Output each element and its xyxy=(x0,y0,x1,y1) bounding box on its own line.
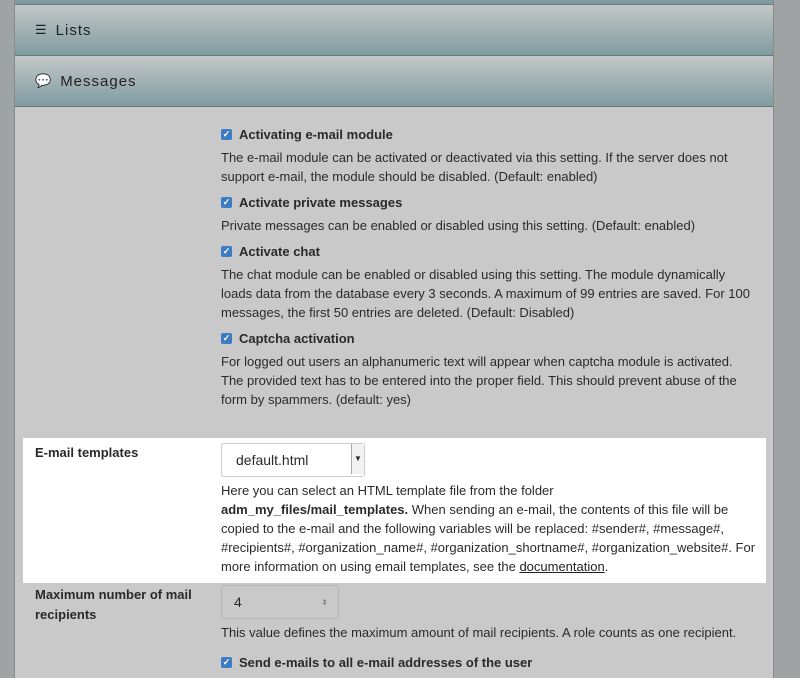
checkbox-label: Activate chat xyxy=(239,243,320,259)
help-text: For logged out users an alphanumeric text will appear when captcha module is activated. The provided text has to be entered into the proper field. This should prevent abuse of the form by spammers. (default: yes) xyxy=(221,354,737,407)
email-template-select[interactable] xyxy=(221,443,365,477)
checkbox-private-messages[interactable] xyxy=(221,192,756,212)
checkbox-checked-icon: ✓ xyxy=(222,128,231,139)
checkbox-label: Activate private messages xyxy=(239,194,403,210)
checkbox-label: Activating e-mail module xyxy=(239,126,393,142)
list-icon: ☰ xyxy=(35,22,48,37)
checkbox-checked-icon: ✓ xyxy=(222,656,231,667)
checkbox-checked-icon: ✓ xyxy=(222,196,231,207)
select-value: default.html xyxy=(236,451,309,468)
help-text: This value defines the maximum amount of mail recipients. A role counts as one recipient. xyxy=(221,625,737,640)
spinner-icon[interactable]: ⬍ xyxy=(321,597,328,607)
section-header-messages[interactable] xyxy=(15,56,773,107)
checkbox-checked-icon: ✓ xyxy=(222,245,231,256)
comments-icon: 💬 xyxy=(35,73,53,88)
section-title: Lists xyxy=(55,21,92,39)
checkbox-label: Captcha activation xyxy=(239,330,355,346)
checkbox-send-all-addresses[interactable] xyxy=(221,652,756,672)
field-label: Maximum number of mail recipients xyxy=(35,587,192,622)
chevron-down-icon: ▼ xyxy=(351,444,364,474)
section-title: Messages xyxy=(60,72,137,90)
settings-panel xyxy=(14,0,774,678)
checkbox-label: Send e-mails to all e-mail addresses of the user xyxy=(239,654,533,670)
checkbox-captcha[interactable] xyxy=(221,328,756,348)
help-text: The e-mail module can be activated or deactivated via this setting. If the server does not support e-mail, the module should be disabled. (Default: enabled) xyxy=(221,150,728,184)
documentation-link[interactable]: documentation xyxy=(519,559,605,574)
input-value: 4 xyxy=(234,593,242,610)
checkbox-checked-icon: ✓ xyxy=(222,332,231,343)
help-text: The chat module can be enabled or disabled using this setting. The module dynamically loads data from the database every 3 seconds. A maximum of 99 entries are saved. For 100 messages, the first 50 entries are deleted. (Default: Disabled) xyxy=(221,267,750,320)
section-header-lists[interactable] xyxy=(15,5,773,56)
help-text: Here you can select an HTML template file from the folder adm_my_files/mail_templates. When sending an e-mail, the contents of this file will be copied to the e-mail and the following variables will be replaced: #sender#, #message#, #recipients#, #organization_name#, #organization_shortname#, #organization_website#. For more information on using email templates, see the documentation. xyxy=(221,483,756,574)
checkbox-chat[interactable] xyxy=(221,241,756,261)
checkbox-email-module[interactable] xyxy=(221,124,756,144)
max-recipients-input[interactable] xyxy=(221,585,339,619)
field-label: E-mail templates xyxy=(35,445,139,460)
help-text: Private messages can be enabled or disabled using this setting. (Default: enabled) xyxy=(221,218,696,233)
